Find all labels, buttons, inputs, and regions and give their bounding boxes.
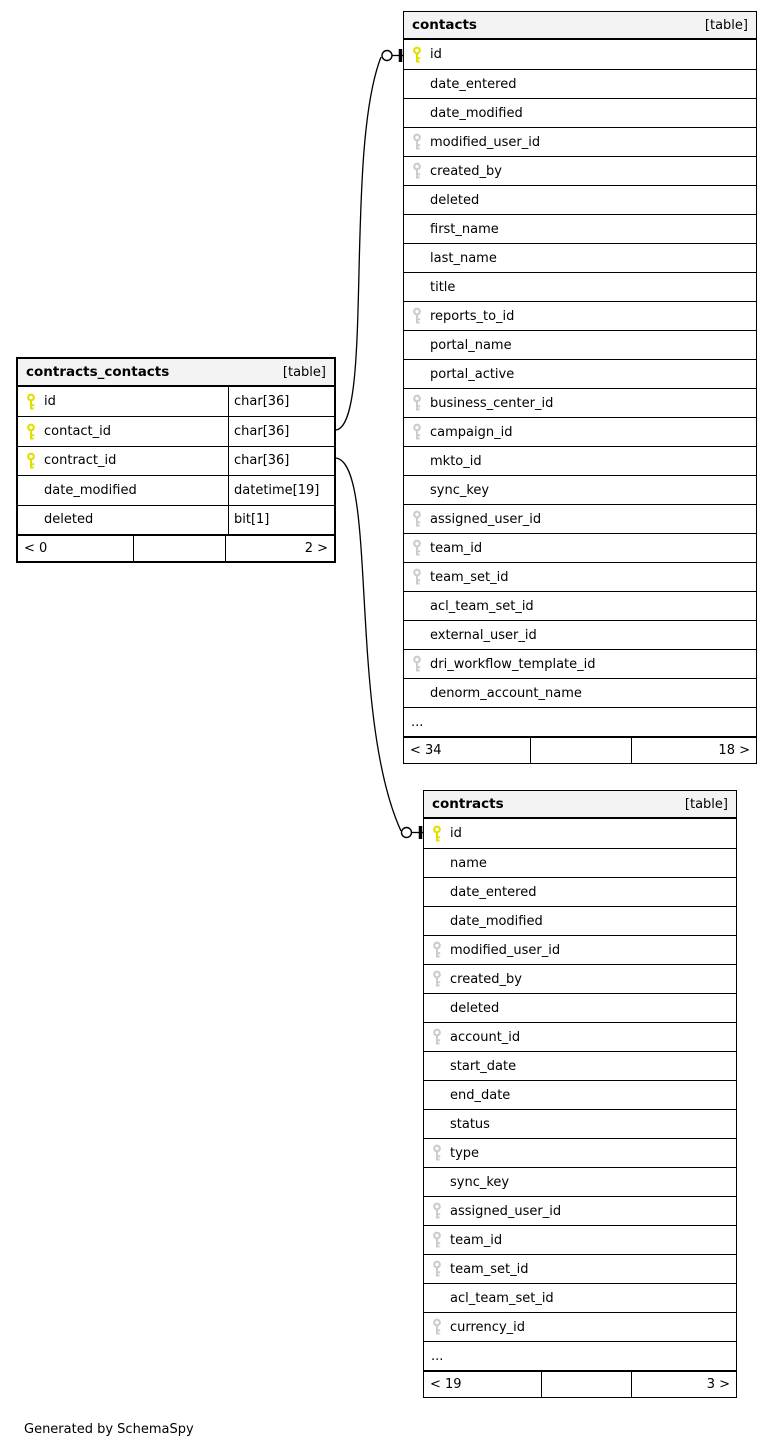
- column-name: deleted: [450, 1000, 500, 1016]
- column-name: sync_key: [430, 482, 490, 498]
- column-name: portal_name: [430, 337, 512, 353]
- foreign-key-icon: [404, 568, 430, 586]
- column-row-status: [424, 1109, 736, 1138]
- column-row-team_set_id: [424, 1254, 736, 1283]
- table-name[interactable]: contracts_contacts: [26, 364, 170, 380]
- column-row-mkto_id: [404, 446, 756, 475]
- column-name: denorm_account_name: [430, 685, 582, 701]
- column-row-sync_key: [404, 475, 756, 504]
- column-row-sync_key: [424, 1167, 736, 1196]
- column-name: reports_to_id: [430, 308, 515, 324]
- column-row-name: [424, 848, 736, 877]
- column-row-external_user_id: [404, 620, 756, 649]
- foreign-key-icon: [404, 394, 430, 412]
- column-name: campaign_id: [430, 424, 513, 440]
- column-row-acl_team_set_id: [424, 1283, 736, 1312]
- column-name: account_id: [450, 1029, 521, 1045]
- column-row-contract_id: [18, 446, 334, 475]
- column-name: last_name: [430, 250, 497, 266]
- column-name: external_user_id: [430, 627, 537, 643]
- footer-mid-cell: [530, 738, 631, 763]
- primary-key-icon: [18, 423, 44, 441]
- column-row-date_modified: [18, 475, 334, 504]
- column-row-acl_team_set_id: [404, 591, 756, 620]
- more-columns-ellipsis: ...: [424, 1341, 736, 1370]
- column-type: char[36]: [228, 417, 334, 445]
- column-row-date_entered: [424, 877, 736, 906]
- foreign-key-icon: [424, 1231, 450, 1249]
- column-name: team_id: [450, 1232, 503, 1248]
- foreign-key-icon: [424, 941, 450, 959]
- column-row-modified_user_id: [424, 935, 736, 964]
- column-type: datetime[19]: [228, 476, 334, 504]
- foreign-key-icon: [404, 162, 430, 180]
- footer-children-count: < 34: [410, 743, 442, 758]
- more-columns-ellipsis: ...: [404, 707, 756, 736]
- table-footer: [424, 1370, 736, 1397]
- column-name: team_set_id: [450, 1261, 529, 1277]
- column-row-denorm_account_name: [404, 678, 756, 707]
- column-name: title: [430, 279, 456, 295]
- foreign-key-icon: [424, 1318, 450, 1336]
- footer-parents-count: 3 >: [631, 1372, 736, 1397]
- column-name: date_modified: [450, 913, 543, 929]
- column-row-account_id: [424, 1022, 736, 1051]
- table-name[interactable]: contacts: [412, 17, 477, 33]
- column-name: created_by: [430, 163, 502, 179]
- footer-children-count: < 0: [24, 540, 48, 556]
- footer-children-count: < 19: [430, 1377, 462, 1392]
- column-name: currency_id: [450, 1319, 526, 1335]
- table-tag: [table]: [282, 364, 326, 380]
- column-row-deleted: [18, 505, 334, 534]
- column-name: deleted: [430, 192, 480, 208]
- column-name: contact_id: [44, 424, 112, 440]
- column-name: end_date: [450, 1087, 511, 1103]
- column-row-last_name: [404, 243, 756, 272]
- foreign-key-icon: [404, 539, 430, 557]
- column-name: id: [450, 826, 462, 841]
- table-node-contacts: [403, 11, 757, 764]
- column-row-campaign_id: [404, 417, 756, 446]
- table-header[interactable]: [424, 791, 736, 819]
- column-row-date_entered: [404, 69, 756, 98]
- column-row-team_set_id: [404, 562, 756, 591]
- column-name: team_set_id: [430, 569, 509, 585]
- column-name: status: [450, 1116, 490, 1132]
- column-row-team_id: [404, 533, 756, 562]
- column-row-assigned_user_id: [404, 504, 756, 533]
- generated-by-note: Generated by SchemaSpy: [24, 1422, 194, 1437]
- one-endpoint-circle-icon: [382, 51, 392, 61]
- relationship-curve-contact-id-to-contacts-id: [336, 49, 403, 430]
- column-name: team_id: [430, 540, 483, 556]
- table-header[interactable]: [18, 359, 334, 387]
- table-tag: [table]: [684, 796, 728, 812]
- column-name: date_modified: [430, 105, 523, 121]
- foreign-key-icon: [404, 510, 430, 528]
- foreign-key-icon: [424, 1260, 450, 1278]
- column-name: deleted: [44, 512, 94, 528]
- column-name: date_entered: [450, 884, 537, 900]
- foreign-key-icon: [404, 307, 430, 325]
- column-rows: [18, 387, 334, 534]
- column-type: bit[1]: [228, 506, 334, 534]
- column-name: modified_user_id: [430, 134, 541, 150]
- column-name: portal_active: [430, 366, 515, 382]
- footer-parents-count: 2 >: [225, 536, 334, 561]
- column-name: type: [450, 1145, 480, 1161]
- column-row-date_modified: [404, 98, 756, 127]
- column-row-dri_workflow_template_id: [404, 649, 756, 678]
- footer-mid-cell: [541, 1372, 631, 1397]
- column-name: created_by: [450, 971, 522, 987]
- primary-key-icon: [404, 46, 430, 64]
- column-row-id: [18, 387, 334, 416]
- foreign-key-icon: [424, 1028, 450, 1046]
- one-endpoint-circle-icon: [402, 828, 412, 838]
- column-row-currency_id: [424, 1312, 736, 1341]
- foreign-key-icon: [424, 1202, 450, 1220]
- foreign-key-icon: [424, 1144, 450, 1162]
- column-row-first_name: [404, 214, 756, 243]
- table-footer: [18, 534, 334, 561]
- column-name: acl_team_set_id: [450, 1290, 554, 1306]
- column-row-business_center_id: [404, 388, 756, 417]
- column-name: contract_id: [44, 453, 117, 469]
- column-row-team_id: [424, 1225, 736, 1254]
- column-row-portal_name: [404, 330, 756, 359]
- footer-mid-cell: [133, 536, 225, 561]
- footer-parents-count: 18 >: [631, 738, 756, 763]
- column-row-deleted: [404, 185, 756, 214]
- column-row-reports_to_id: [404, 301, 756, 330]
- column-row-deleted: [424, 993, 736, 1022]
- column-type: char[36]: [228, 447, 334, 475]
- column-name: date_entered: [430, 76, 517, 92]
- column-row-date_modified: [424, 906, 736, 935]
- foreign-key-icon: [404, 133, 430, 151]
- column-row-start_date: [424, 1051, 736, 1080]
- column-name: business_center_id: [430, 395, 554, 411]
- column-rows: [424, 819, 736, 1370]
- column-name: assigned_user_id: [430, 511, 542, 527]
- column-name: dri_workflow_template_id: [430, 656, 596, 672]
- column-row-end_date: [424, 1080, 736, 1109]
- primary-key-icon: [424, 825, 450, 843]
- table-name[interactable]: contracts: [432, 796, 504, 812]
- column-name: start_date: [450, 1058, 517, 1074]
- column-row-assigned_user_id: [424, 1196, 736, 1225]
- table-footer: [404, 736, 756, 763]
- column-name: modified_user_id: [450, 942, 561, 958]
- foreign-key-icon: [404, 423, 430, 441]
- column-row-created_by: [404, 156, 756, 185]
- primary-key-icon: [18, 452, 44, 470]
- column-name: name: [450, 855, 487, 871]
- column-row-contact_id: [18, 416, 334, 445]
- column-type: char[36]: [228, 387, 334, 416]
- column-row-id: [404, 40, 756, 69]
- column-rows: [404, 40, 756, 736]
- column-name: acl_team_set_id: [430, 598, 534, 614]
- column-name: id: [44, 394, 56, 410]
- foreign-key-icon: [404, 655, 430, 673]
- column-row-id: [424, 819, 736, 848]
- table-tag: [table]: [704, 17, 748, 33]
- column-name: sync_key: [450, 1174, 510, 1190]
- column-name: date_modified: [44, 482, 137, 498]
- table-node-contracts-contacts: [16, 357, 336, 563]
- column-row-modified_user_id: [404, 127, 756, 156]
- column-name: first_name: [430, 221, 499, 237]
- column-row-title: [404, 272, 756, 301]
- foreign-key-icon: [424, 970, 450, 988]
- column-name: assigned_user_id: [450, 1203, 562, 1219]
- table-header[interactable]: [404, 12, 756, 40]
- column-name: mkto_id: [430, 453, 482, 469]
- column-name: id: [430, 47, 442, 62]
- column-row-created_by: [424, 964, 736, 993]
- table-node-contracts: [423, 790, 737, 1398]
- column-row-type: [424, 1138, 736, 1167]
- primary-key-icon: [18, 393, 44, 411]
- column-row-portal_active: [404, 359, 756, 388]
